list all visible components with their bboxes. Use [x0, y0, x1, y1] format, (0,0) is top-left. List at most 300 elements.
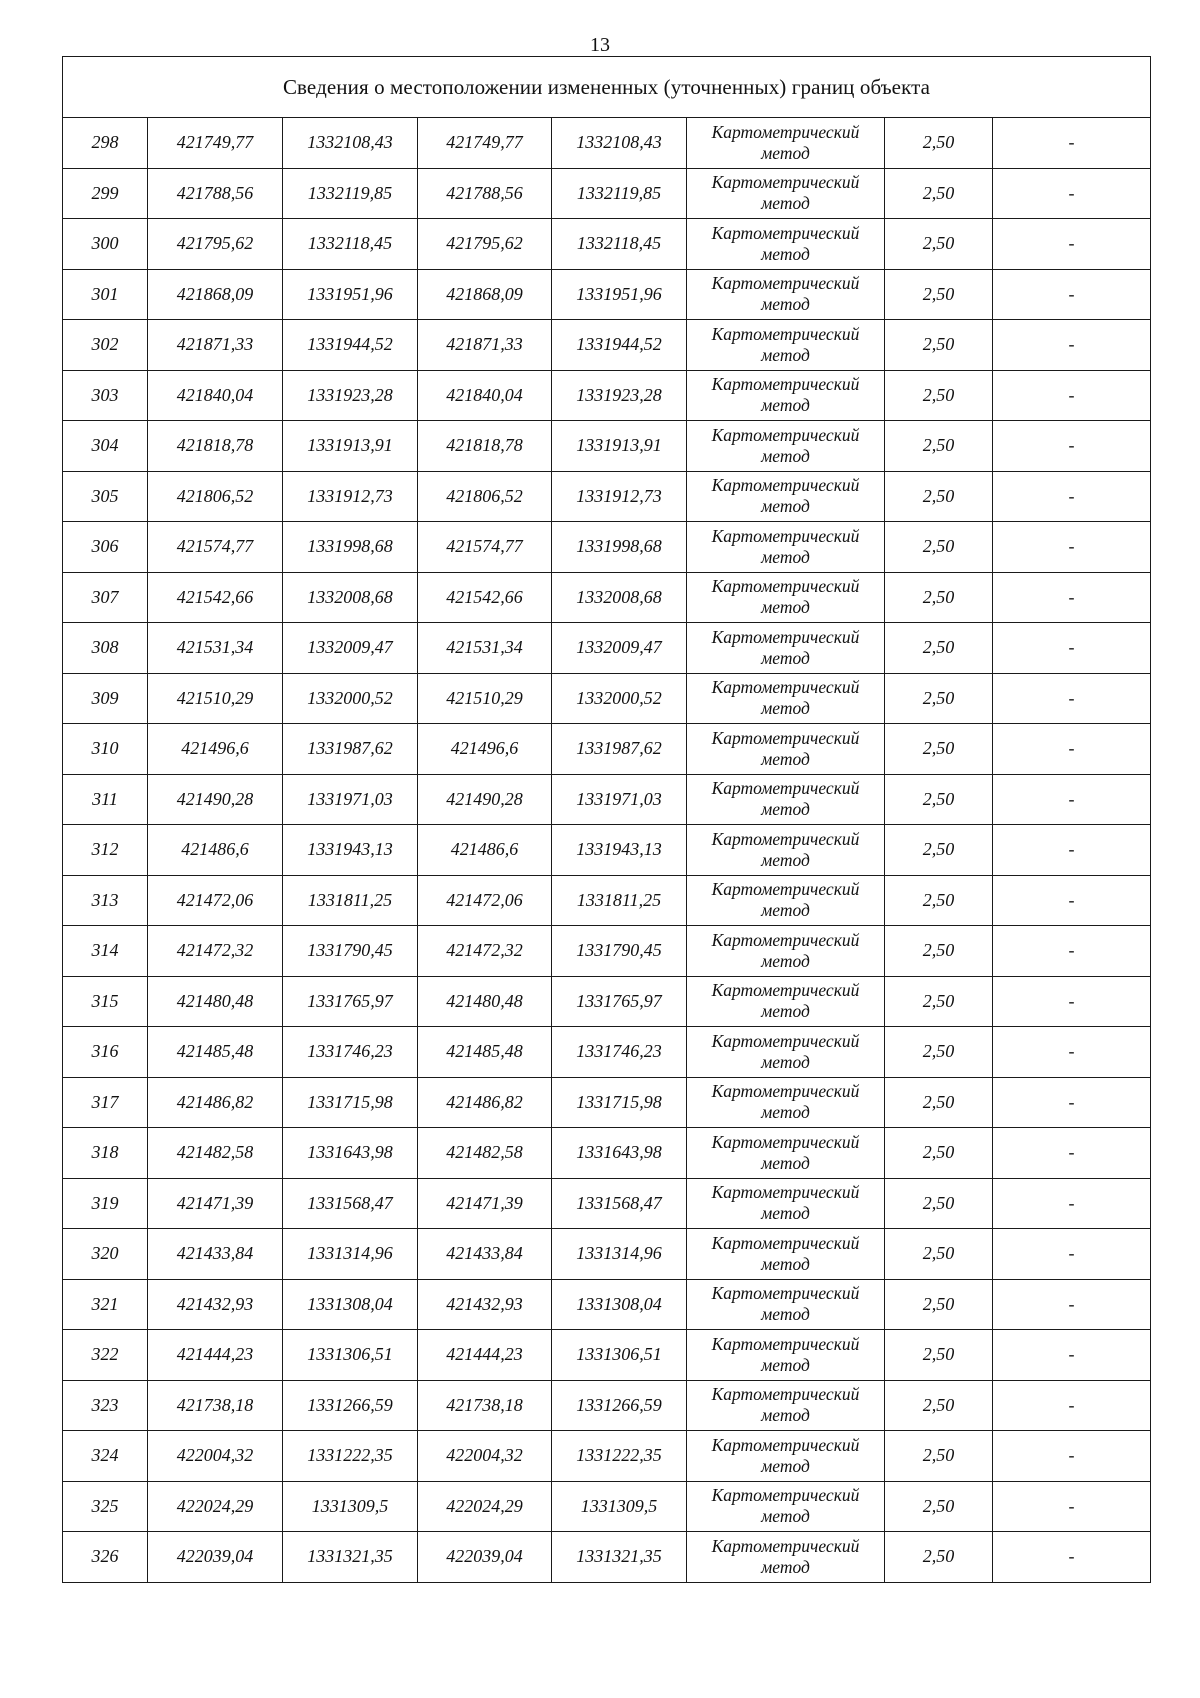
method-cell — [687, 1027, 885, 1078]
existing-x-cell: 421818,78 — [148, 421, 283, 472]
refined-x-cell: 421749,77 — [418, 118, 552, 169]
method-line-2: метод — [761, 142, 810, 163]
existing-x-cell: 421482,58 — [148, 1128, 283, 1179]
point-number-cell: 317 — [63, 1077, 148, 1128]
refined-y-cell: 1331746,23 — [552, 1027, 687, 1078]
existing-x-cell: 421490,28 — [148, 774, 283, 825]
method-line-2: метод — [761, 1405, 810, 1426]
method-cell — [687, 118, 885, 169]
refined-x-cell: 421840,04 — [418, 370, 552, 421]
table-title: Сведения о местоположении измененных (уточненных) границ объекта — [63, 57, 1151, 118]
method-line-2: метод — [761, 597, 810, 618]
refined-x-cell: 421432,93 — [418, 1279, 552, 1330]
table-row — [63, 724, 1151, 775]
existing-x-cell: 422024,29 — [148, 1481, 283, 1532]
method-line-2: метод — [761, 1001, 810, 1022]
method-line-2: метод — [761, 496, 810, 517]
refined-x-cell: 421472,06 — [418, 875, 552, 926]
existing-y-cell: 1331321,35 — [283, 1532, 418, 1583]
existing-y-cell: 1331306,51 — [283, 1330, 418, 1381]
method-cell — [687, 976, 885, 1027]
table-row — [63, 976, 1151, 1027]
refined-x-cell: 421490,28 — [418, 774, 552, 825]
point-number-cell: 301 — [63, 269, 148, 320]
existing-x-cell: 421542,66 — [148, 572, 283, 623]
accuracy-cell: 2,50 — [885, 118, 993, 169]
table-row — [63, 320, 1151, 371]
method-line-2: метод — [761, 698, 810, 719]
refined-y-cell: 1331222,35 — [552, 1431, 687, 1482]
refined-y-cell: 1331971,03 — [552, 774, 687, 825]
existing-x-cell: 421471,39 — [148, 1178, 283, 1229]
accuracy-cell: 2,50 — [885, 522, 993, 573]
refined-y-cell: 1331314,96 — [552, 1229, 687, 1280]
table-row — [63, 219, 1151, 270]
note-cell: - — [993, 1481, 1151, 1532]
refined-y-cell: 1331765,97 — [552, 976, 687, 1027]
method-line-1: Картометрический — [711, 980, 860, 1001]
refined-y-cell: 1332009,47 — [552, 623, 687, 674]
method-line-2: метод — [761, 1556, 810, 1577]
accuracy-cell: 2,50 — [885, 875, 993, 926]
table-row — [63, 825, 1151, 876]
refined-x-cell: 421496,6 — [418, 724, 552, 775]
note-cell: - — [993, 1178, 1151, 1229]
note-cell: - — [993, 219, 1151, 270]
method-cell — [687, 1229, 885, 1280]
method-line-1: Картометрический — [711, 1485, 860, 1506]
table-row — [63, 118, 1151, 169]
method-line-1: Картометрический — [711, 1384, 860, 1405]
table-row — [63, 269, 1151, 320]
method-line-1: Картометрический — [711, 475, 860, 496]
method-line-1: Картометрический — [711, 1232, 860, 1253]
refined-y-cell: 1331790,45 — [552, 926, 687, 977]
refined-y-cell: 1331951,96 — [552, 269, 687, 320]
refined-x-cell: 421472,32 — [418, 926, 552, 977]
method-cell — [687, 1431, 885, 1482]
table-row — [63, 522, 1151, 573]
point-number-cell: 320 — [63, 1229, 148, 1280]
refined-x-cell: 421471,39 — [418, 1178, 552, 1229]
note-cell: - — [993, 1380, 1151, 1431]
note-cell: - — [993, 1532, 1151, 1583]
accuracy-cell: 2,50 — [885, 1178, 993, 1229]
method-cell — [687, 168, 885, 219]
method-line-2: метод — [761, 445, 810, 466]
refined-y-cell: 1331811,25 — [552, 875, 687, 926]
point-number-cell: 306 — [63, 522, 148, 573]
method-line-1: Картометрический — [711, 576, 860, 597]
existing-x-cell: 421444,23 — [148, 1330, 283, 1381]
method-cell — [687, 421, 885, 472]
boundary-coordinates-table — [62, 56, 1151, 1583]
accuracy-cell: 2,50 — [885, 1532, 993, 1583]
table-row — [63, 1229, 1151, 1280]
method-line-1: Картометрический — [711, 626, 860, 647]
method-line-2: метод — [761, 1506, 810, 1527]
existing-y-cell: 1331912,73 — [283, 471, 418, 522]
accuracy-cell: 2,50 — [885, 269, 993, 320]
accuracy-cell: 2,50 — [885, 1027, 993, 1078]
existing-y-cell: 1331222,35 — [283, 1431, 418, 1482]
point-number-cell: 302 — [63, 320, 148, 371]
existing-y-cell: 1332009,47 — [283, 623, 418, 674]
existing-y-cell: 1331923,28 — [283, 370, 418, 421]
table-row — [63, 370, 1151, 421]
accuracy-cell: 2,50 — [885, 825, 993, 876]
method-line-1: Картометрический — [711, 828, 860, 849]
method-cell — [687, 1330, 885, 1381]
method-cell — [687, 269, 885, 320]
method-line-2: метод — [761, 1455, 810, 1476]
method-line-2: метод — [761, 193, 810, 214]
table-row — [63, 1128, 1151, 1179]
existing-x-cell: 421485,48 — [148, 1027, 283, 1078]
refined-x-cell: 421868,09 — [418, 269, 552, 320]
table-row — [63, 1431, 1151, 1482]
method-line-2: метод — [761, 647, 810, 668]
refined-x-cell: 421433,84 — [418, 1229, 552, 1280]
note-cell: - — [993, 168, 1151, 219]
method-line-1: Картометрический — [711, 1434, 860, 1455]
existing-y-cell: 1331951,96 — [283, 269, 418, 320]
table-row — [63, 673, 1151, 724]
refined-x-cell: 421542,66 — [418, 572, 552, 623]
method-line-1: Картометрический — [711, 222, 860, 243]
note-cell: - — [993, 370, 1151, 421]
point-number-cell: 300 — [63, 219, 148, 270]
accuracy-cell: 2,50 — [885, 673, 993, 724]
method-line-2: метод — [761, 849, 810, 870]
existing-x-cell: 421432,93 — [148, 1279, 283, 1330]
method-cell — [687, 1532, 885, 1583]
refined-y-cell: 1331987,62 — [552, 724, 687, 775]
method-line-1: Картометрический — [711, 1535, 860, 1556]
refined-y-cell: 1332118,45 — [552, 219, 687, 270]
method-line-2: метод — [761, 344, 810, 365]
note-cell: - — [993, 1229, 1151, 1280]
method-line-1: Картометрический — [711, 273, 860, 294]
refined-y-cell: 1331309,5 — [552, 1481, 687, 1532]
method-line-2: метод — [761, 1152, 810, 1173]
refined-x-cell: 421480,48 — [418, 976, 552, 1027]
table-row — [63, 1077, 1151, 1128]
method-cell — [687, 320, 885, 371]
refined-x-cell: 421806,52 — [418, 471, 552, 522]
method-cell — [687, 522, 885, 573]
existing-x-cell: 421510,29 — [148, 673, 283, 724]
method-cell — [687, 1481, 885, 1532]
note-cell: - — [993, 421, 1151, 472]
existing-y-cell: 1331998,68 — [283, 522, 418, 573]
accuracy-cell: 2,50 — [885, 219, 993, 270]
point-number-cell: 308 — [63, 623, 148, 674]
existing-y-cell: 1331309,5 — [283, 1481, 418, 1532]
note-cell: - — [993, 926, 1151, 977]
accuracy-cell: 2,50 — [885, 1481, 993, 1532]
method-line-2: метод — [761, 950, 810, 971]
table-row — [63, 1279, 1151, 1330]
point-number-cell: 304 — [63, 421, 148, 472]
refined-x-cell: 421486,6 — [418, 825, 552, 876]
table-row — [63, 168, 1151, 219]
method-line-2: метод — [761, 748, 810, 769]
existing-y-cell: 1331266,59 — [283, 1380, 418, 1431]
method-line-2: метод — [761, 1102, 810, 1123]
existing-y-cell: 1332000,52 — [283, 673, 418, 724]
existing-x-cell: 421486,82 — [148, 1077, 283, 1128]
existing-y-cell: 1332108,43 — [283, 118, 418, 169]
existing-y-cell: 1331913,91 — [283, 421, 418, 472]
refined-x-cell: 421738,18 — [418, 1380, 552, 1431]
method-line-2: метод — [761, 1253, 810, 1274]
method-cell — [687, 370, 885, 421]
accuracy-cell: 2,50 — [885, 1431, 993, 1482]
existing-y-cell: 1331568,47 — [283, 1178, 418, 1229]
refined-x-cell: 421574,77 — [418, 522, 552, 573]
method-line-2: метод — [761, 1354, 810, 1375]
accuracy-cell: 2,50 — [885, 1380, 993, 1431]
method-line-2: метод — [761, 1051, 810, 1072]
note-cell: - — [993, 673, 1151, 724]
existing-x-cell: 421531,34 — [148, 623, 283, 674]
refined-y-cell: 1332000,52 — [552, 673, 687, 724]
method-line-1: Картометрический — [711, 778, 860, 799]
table-row — [63, 623, 1151, 674]
existing-y-cell: 1331643,98 — [283, 1128, 418, 1179]
accuracy-cell: 2,50 — [885, 1077, 993, 1128]
refined-y-cell: 1331944,52 — [552, 320, 687, 371]
accuracy-cell: 2,50 — [885, 623, 993, 674]
note-cell: - — [993, 1431, 1151, 1482]
existing-x-cell: 421871,33 — [148, 320, 283, 371]
refined-y-cell: 1331306,51 — [552, 1330, 687, 1381]
table-row — [63, 1380, 1151, 1431]
table-row — [63, 926, 1151, 977]
method-line-2: метод — [761, 546, 810, 567]
method-line-1: Картометрический — [711, 1131, 860, 1152]
note-cell: - — [993, 269, 1151, 320]
table-row — [63, 1481, 1151, 1532]
note-cell: - — [993, 976, 1151, 1027]
table-row — [63, 421, 1151, 472]
table-row — [63, 774, 1151, 825]
point-number-cell: 312 — [63, 825, 148, 876]
table-row — [63, 1330, 1151, 1381]
refined-x-cell: 421871,33 — [418, 320, 552, 371]
existing-x-cell: 421868,09 — [148, 269, 283, 320]
existing-y-cell: 1331308,04 — [283, 1279, 418, 1330]
refined-x-cell: 421795,62 — [418, 219, 552, 270]
method-line-1: Картометрический — [711, 879, 860, 900]
table-row — [63, 1178, 1151, 1229]
method-cell — [687, 673, 885, 724]
refined-y-cell: 1331321,35 — [552, 1532, 687, 1583]
existing-y-cell: 1331790,45 — [283, 926, 418, 977]
existing-x-cell: 421496,6 — [148, 724, 283, 775]
point-number-cell: 303 — [63, 370, 148, 421]
refined-y-cell: 1331943,13 — [552, 825, 687, 876]
method-cell — [687, 774, 885, 825]
method-line-1: Картометрический — [711, 1182, 860, 1203]
method-cell — [687, 471, 885, 522]
method-line-1: Картометрический — [711, 1081, 860, 1102]
method-line-1: Картометрический — [711, 525, 860, 546]
existing-x-cell: 421472,32 — [148, 926, 283, 977]
existing-y-cell: 1332118,45 — [283, 219, 418, 270]
existing-x-cell: 421840,04 — [148, 370, 283, 421]
refined-y-cell: 1331912,73 — [552, 471, 687, 522]
method-cell — [687, 1380, 885, 1431]
method-line-2: метод — [761, 395, 810, 416]
method-line-1: Картометрический — [711, 374, 860, 395]
accuracy-cell: 2,50 — [885, 1229, 993, 1280]
method-line-1: Картометрический — [711, 929, 860, 950]
method-line-2: метод — [761, 1203, 810, 1224]
point-number-cell: 310 — [63, 724, 148, 775]
note-cell: - — [993, 875, 1151, 926]
table-row — [63, 875, 1151, 926]
point-number-cell: 315 — [63, 976, 148, 1027]
accuracy-cell: 2,50 — [885, 724, 993, 775]
table-row — [63, 572, 1151, 623]
point-number-cell: 305 — [63, 471, 148, 522]
refined-y-cell: 1332008,68 — [552, 572, 687, 623]
method-line-1: Картометрический — [711, 121, 860, 142]
point-number-cell: 307 — [63, 572, 148, 623]
refined-y-cell: 1331998,68 — [552, 522, 687, 573]
accuracy-cell: 2,50 — [885, 1128, 993, 1179]
note-cell: - — [993, 1077, 1151, 1128]
existing-y-cell: 1331811,25 — [283, 875, 418, 926]
method-line-2: метод — [761, 243, 810, 264]
existing-x-cell: 421433,84 — [148, 1229, 283, 1280]
note-cell: - — [993, 825, 1151, 876]
accuracy-cell: 2,50 — [885, 926, 993, 977]
method-cell — [687, 875, 885, 926]
refined-x-cell: 421485,48 — [418, 1027, 552, 1078]
point-number-cell: 311 — [63, 774, 148, 825]
page-number: 13 — [590, 34, 610, 56]
existing-y-cell: 1331971,03 — [283, 774, 418, 825]
note-cell: - — [993, 572, 1151, 623]
method-line-2: метод — [761, 294, 810, 315]
method-line-2: метод — [761, 799, 810, 820]
existing-y-cell: 1331943,13 — [283, 825, 418, 876]
existing-y-cell: 1332119,85 — [283, 168, 418, 219]
refined-x-cell: 421444,23 — [418, 1330, 552, 1381]
point-number-cell: 326 — [63, 1532, 148, 1583]
note-cell: - — [993, 118, 1151, 169]
method-cell — [687, 219, 885, 270]
existing-x-cell: 421738,18 — [148, 1380, 283, 1431]
method-line-1: Картометрический — [711, 172, 860, 193]
accuracy-cell: 2,50 — [885, 1330, 993, 1381]
method-cell — [687, 572, 885, 623]
refined-x-cell: 421510,29 — [418, 673, 552, 724]
refined-x-cell: 421482,58 — [418, 1128, 552, 1179]
method-cell — [687, 1178, 885, 1229]
existing-y-cell: 1331765,97 — [283, 976, 418, 1027]
existing-y-cell: 1331746,23 — [283, 1027, 418, 1078]
method-cell — [687, 1279, 885, 1330]
table-row — [63, 1532, 1151, 1583]
existing-x-cell: 421472,06 — [148, 875, 283, 926]
existing-y-cell: 1331314,96 — [283, 1229, 418, 1280]
accuracy-cell: 2,50 — [885, 471, 993, 522]
method-line-1: Картометрический — [711, 323, 860, 344]
refined-x-cell: 421788,56 — [418, 168, 552, 219]
refined-x-cell: 421818,78 — [418, 421, 552, 472]
method-cell — [687, 724, 885, 775]
method-cell — [687, 1128, 885, 1179]
note-cell: - — [993, 623, 1151, 674]
point-number-cell: 318 — [63, 1128, 148, 1179]
existing-y-cell: 1332008,68 — [283, 572, 418, 623]
refined-x-cell: 422004,32 — [418, 1431, 552, 1482]
method-cell — [687, 926, 885, 977]
accuracy-cell: 2,50 — [885, 976, 993, 1027]
note-cell: - — [993, 724, 1151, 775]
refined-y-cell: 1331715,98 — [552, 1077, 687, 1128]
existing-x-cell: 421574,77 — [148, 522, 283, 573]
existing-x-cell: 421788,56 — [148, 168, 283, 219]
accuracy-cell: 2,50 — [885, 421, 993, 472]
table-title-row — [63, 57, 1151, 118]
existing-x-cell: 421749,77 — [148, 118, 283, 169]
refined-x-cell: 421486,82 — [418, 1077, 552, 1128]
refined-y-cell: 1332119,85 — [552, 168, 687, 219]
table-row — [63, 1027, 1151, 1078]
refined-y-cell: 1331308,04 — [552, 1279, 687, 1330]
note-cell: - — [993, 1128, 1151, 1179]
note-cell: - — [993, 774, 1151, 825]
existing-y-cell: 1331715,98 — [283, 1077, 418, 1128]
note-cell: - — [993, 1027, 1151, 1078]
table-row — [63, 471, 1151, 522]
refined-y-cell: 1332108,43 — [552, 118, 687, 169]
method-line-2: метод — [761, 900, 810, 921]
refined-y-cell: 1331643,98 — [552, 1128, 687, 1179]
method-line-1: Картометрический — [711, 1333, 860, 1354]
note-cell: - — [993, 1330, 1151, 1381]
existing-x-cell: 421486,6 — [148, 825, 283, 876]
method-cell — [687, 623, 885, 674]
point-number-cell: 321 — [63, 1279, 148, 1330]
accuracy-cell: 2,50 — [885, 1279, 993, 1330]
method-line-1: Картометрический — [711, 677, 860, 698]
point-number-cell: 298 — [63, 118, 148, 169]
point-number-cell: 322 — [63, 1330, 148, 1381]
point-number-cell: 313 — [63, 875, 148, 926]
accuracy-cell: 2,50 — [885, 320, 993, 371]
method-line-1: Картометрический — [711, 1283, 860, 1304]
point-number-cell: 325 — [63, 1481, 148, 1532]
existing-x-cell: 421795,62 — [148, 219, 283, 270]
accuracy-cell: 2,50 — [885, 168, 993, 219]
refined-x-cell: 422039,04 — [418, 1532, 552, 1583]
existing-y-cell: 1331987,62 — [283, 724, 418, 775]
refined-y-cell: 1331913,91 — [552, 421, 687, 472]
method-line-1: Картометрический — [711, 1030, 860, 1051]
point-number-cell: 319 — [63, 1178, 148, 1229]
accuracy-cell: 2,50 — [885, 370, 993, 421]
method-line-2: метод — [761, 1304, 810, 1325]
method-cell — [687, 1077, 885, 1128]
note-cell: - — [993, 471, 1151, 522]
method-line-1: Картометрический — [711, 424, 860, 445]
